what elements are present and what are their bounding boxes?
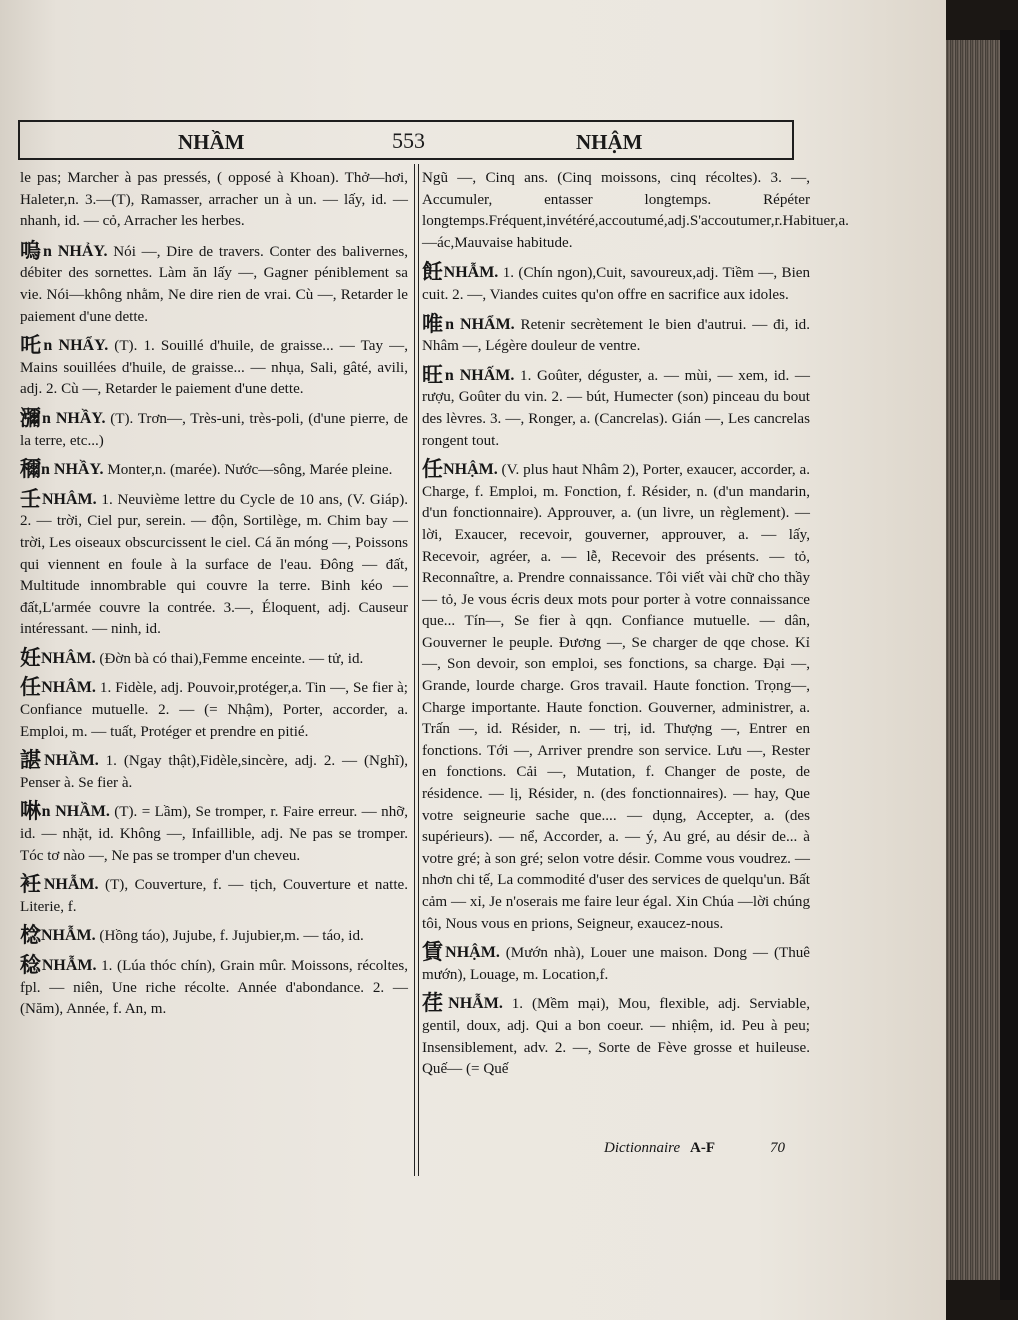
footer-signature: A-F <box>690 1140 715 1156</box>
dictionary-entry <box>20 168 408 233</box>
entry-definition: 1. Fidèle, adj. Pouvoir,protéger,a. Tin —, Se fier à; Confiance mutuelle. 2. — (= Nhậm), Porter, accorder, a. Emploi, m. — tuất, Protéger et prendre en pitié. <box>20 680 408 740</box>
dictionary-entry <box>20 486 408 641</box>
dictionary-entry <box>20 238 408 328</box>
entry-definition: (T), Couverture, f. — tịch, Couverture et natte. Literie, f. <box>20 877 409 915</box>
entry-definition: 1. (Chín ngon),Cuit, savoureux,adj. Tiềm —, Bien cuit. 2. —, Viandes cuites qu'on offre en sacrifice aux idoles. <box>422 265 811 303</box>
dictionary-entry <box>20 677 408 743</box>
entry-character: 衽 <box>20 872 44 897</box>
dictionary-entry <box>422 362 810 452</box>
dictionary-entry <box>20 955 408 1021</box>
entry-character: 穪 <box>20 457 41 482</box>
entry-character: 棯 <box>20 923 41 948</box>
dictionary-entry <box>422 993 810 1080</box>
entry-definition: (T). 1. Souillé d'huile, de graisse... — Tay —, Mains souillées d'huile, de graisse... — nhụa, Sali, gâté, avili, adj. 2. Cù —, Retarder le paiement d'une dette. <box>20 338 408 398</box>
dictionary-entry <box>20 645 408 671</box>
entry-character: 壬 <box>20 486 42 511</box>
entry-definition: 1. (Mềm mại), Mou, flexible, adj. Serviable, gentil, doux, adj. Qui a bon coeur. — nhiệm, id. Peu à peu; Insensiblement, adv. 2. —, Sorte de Fève grosse et huileuse. Quế— (= Quế <box>422 996 811 1078</box>
entry-definition: Monter,n. (marée). Nước—sông, Marée pleine. <box>103 462 393 479</box>
header-right-word: NHẬM <box>576 130 643 154</box>
entry-character: 稔 <box>20 953 42 977</box>
running-header <box>18 120 794 160</box>
entry-definition: Ngũ —, Cinq ans. (Cinq moissons, cinq récoltes). 3. —, Accumuler, entasser longtemps. Répéter longtemps.Fréquent,invétéré,accoutumé,adj.S'accoutumer,r.Habituer,a. —ác,Mauvaise habitude. <box>422 170 849 251</box>
page-number: 553 <box>392 128 425 153</box>
entry-character: 飪 <box>422 260 444 285</box>
entry-headword: n NHẢY. <box>42 242 108 260</box>
book-cover-edge <box>1000 30 1018 1300</box>
entry-headword: NHÂM. <box>41 490 97 508</box>
entry-character: 妊 <box>20 645 41 670</box>
entry-character: 賃 <box>422 940 446 965</box>
entry-headword: n NHẨY. <box>43 337 109 355</box>
entry-headword: NHẪM. <box>448 995 503 1013</box>
right-column <box>422 168 849 1088</box>
entry-headword: NHẪM. <box>443 264 499 282</box>
footer-number: 70 <box>770 1140 785 1156</box>
entry-definition: Retenir secrètement le bien d'autrui. — đi, id. Nhâm —, Légère douleur de ventre. <box>422 316 811 355</box>
header-left-word: NHẦM <box>178 130 245 154</box>
entry-definition: 1. (Ngay thật),Fidèle,sincère, adj. 2. — (Nghĩ), Penser à. Se fier à. <box>20 753 409 791</box>
entry-character: 吒 <box>20 333 44 358</box>
entry-character: 嗚 <box>20 238 43 263</box>
entry-headword: n NHẦM. <box>41 803 110 821</box>
dictionary-entry <box>20 459 408 482</box>
dictionary-entry <box>20 925 408 948</box>
entry-headword: NHẪM. <box>41 957 97 974</box>
entry-character: 唯 <box>422 311 446 336</box>
page-footer <box>604 1140 794 1157</box>
entry-definition: (Đờn bà có thai),Femme enceinte. — tử, id. <box>95 650 364 667</box>
entry-headword: n NHẨM. <box>445 315 515 333</box>
footer-label: Dictionnaire <box>604 1140 681 1156</box>
dictionary-entry <box>422 459 810 935</box>
dictionary-entry <box>422 311 811 358</box>
entry-character: 旺 <box>422 362 445 387</box>
dictionary-entry <box>20 874 408 918</box>
entry-definition: (V. plus haut Nhâm 2), Porter, exaucer, accorder, a. Charge, f. Emploi, m. Fonction, f. Résider, n. (d'un mandarin, d'un fonctionnaire). Approuver, a. (un livre, un règlement). — lời, Exaucer, recevoir, gouverner, approuver, a. — lấy, Recevoir, agréer, a. — lễ, Recevoir des présents. — tỏ, Reconnaître, a. Prendre connaissance. Tôi viết vài chữ cho thầy — tỏ, Je vous écris deux mots pour porter à votre connaissance que... Tín—, Se fier à qqn. Confiance mutuelle. — dân, Gouverner le peuple. Đương —, Se charger de qqe chose. Kỉ —, Son devoir, son emploi, ses fonctions, sa charge. Đại —, Grande, lourde charge. Gros travail. Haute fonction. Trọng—, Charge importante. Haute fonction. Gouverner, administrer, a. Trấn —, id. Résider, n. — trị, id. Thượng —, Entrer en fonctions. Tới —, Arriver prendre son service. Lưu —, Rester en fonctions. Cải —, Mutation, f. Changer de poste, de résidence. — lị, Résider, n. (des fonctionnaires). — hay, Que votre seigneurie sache que.... — dụng, Accepter, a. (des supérieurs). — nể, Accorder, a. — ý, Au gré, au désir de... à votre gré; à son gré; selon votre désir. Comme vous voudrez. — nhơn chi tế, La commodité d'user des services de quelqu'un. Bất cảm — xỉ, Je n'oserais me faire leur égal. Xin Chúa —lời chúng tôi, Nous vous en prions, Seigneur, exaucez-nous. <box>422 462 811 932</box>
entry-definition: le pas; Marcher à pas pressés, ( opposé à Khoan). Thở—hơi, Haleter,n. 3.—(T), Ramasser, arracher un à un. — lấy, id. — nhanh, id. — cỏ, Arracher les herbes. <box>20 170 408 230</box>
dictionary-entry <box>20 750 408 794</box>
entry-headword: NHẪM. <box>41 927 96 945</box>
dictionary-entry <box>422 942 810 986</box>
entry-definition: 1. (Lúa thóc chín), Grain mûr. Moissons, récoltes, fpl. — niên, Une riche récolte. Année d'abondance. 2. — (Năm), Année, f. An, m. <box>20 958 408 1018</box>
entry-headword: NHẦM. <box>44 752 99 770</box>
entry-definition: (Hồng táo), Jujube, f. Jujubier,m. — táo, id. <box>95 928 364 945</box>
entry-definition: (T). Trơn—, Très-uni, très-poli, (d'une pierre, de la terre, etc...) <box>20 410 409 449</box>
entry-definition: 1. Neuvième lettre du Cycle de 10 ans, (V. Giáp). 2. — trời, Ciel pur, serein. — độn, Sortilège, m. Chim bay — trời, Les oiseaux obscurcissent le ciel. Cá ăn móng —, Poissons qui viennent en foule à la surface de l'eau. Đông — đất, Multitude innombrable qui couvre la terre. Binh kéo — đất,L'armée couvre la contrée. 3.—, Éloquent, adj. Causeur intéressant. — ninh, id. <box>20 491 408 638</box>
entry-headword: NHÂM. <box>41 649 96 667</box>
entry-character: 任 <box>20 675 42 700</box>
entry-character: 任 <box>422 457 444 482</box>
page-edges <box>946 40 1000 1280</box>
entry-character: 荏 <box>422 991 449 1016</box>
entry-headword: n NHẦY. <box>41 409 106 427</box>
entry-headword: n NHẦY. <box>41 461 104 479</box>
entry-definition: (Mướn nhà), Louer une maison. Dong — (Thuê mướn), Louage, m. Location,f. <box>422 945 810 983</box>
dictionary-entry <box>20 335 408 401</box>
dictionary-entry <box>422 262 810 306</box>
left-column <box>20 168 408 1028</box>
dictionary-entry <box>20 405 409 452</box>
entry-headword: n NHẤM. <box>444 366 515 384</box>
entry-definition: Nói —, Dire de travers. Conter des balivernes, débiter des sornettes. Làm ăn lấy —, Gagner péniblement sa vie. Nói—không nhằm, Ne dire rien de vrai. Cù —, Retarder le paiement d'une dette. <box>20 243 408 325</box>
entry-headword: NHẬM. <box>443 461 498 479</box>
entry-definition: (T). = Lầm), Se tromper, r. Faire erreur. — nhỡ, id. — nhặt, id. Không —, Infaillible, adj. Ne pas se tromper. Tóc tơ nào —, Ne pas se tromper d'un cheveu. <box>20 804 408 864</box>
dictionary-entry <box>20 801 408 867</box>
dictionary-entry <box>422 168 849 254</box>
entry-character: 啉 <box>20 799 42 824</box>
entry-definition: 1. Goûter, déguster, a. — mùi, — xem, id. — rượu, Goûter du vin. 2. — bút, Humecter (son) pinceau du bout des lèvres. 3. —, Ronger, a. (Cancrelas). Gián —, Les cancrelas rongent tout. <box>422 367 810 449</box>
entry-character: 諶 <box>20 748 45 773</box>
entry-character: 瀰 <box>20 405 42 430</box>
column-divider <box>414 164 419 1176</box>
entry-headword: NHẪM. <box>43 876 99 894</box>
entry-headword: NHẬM. <box>445 944 500 962</box>
entry-headword: NHÂM. <box>41 679 96 697</box>
